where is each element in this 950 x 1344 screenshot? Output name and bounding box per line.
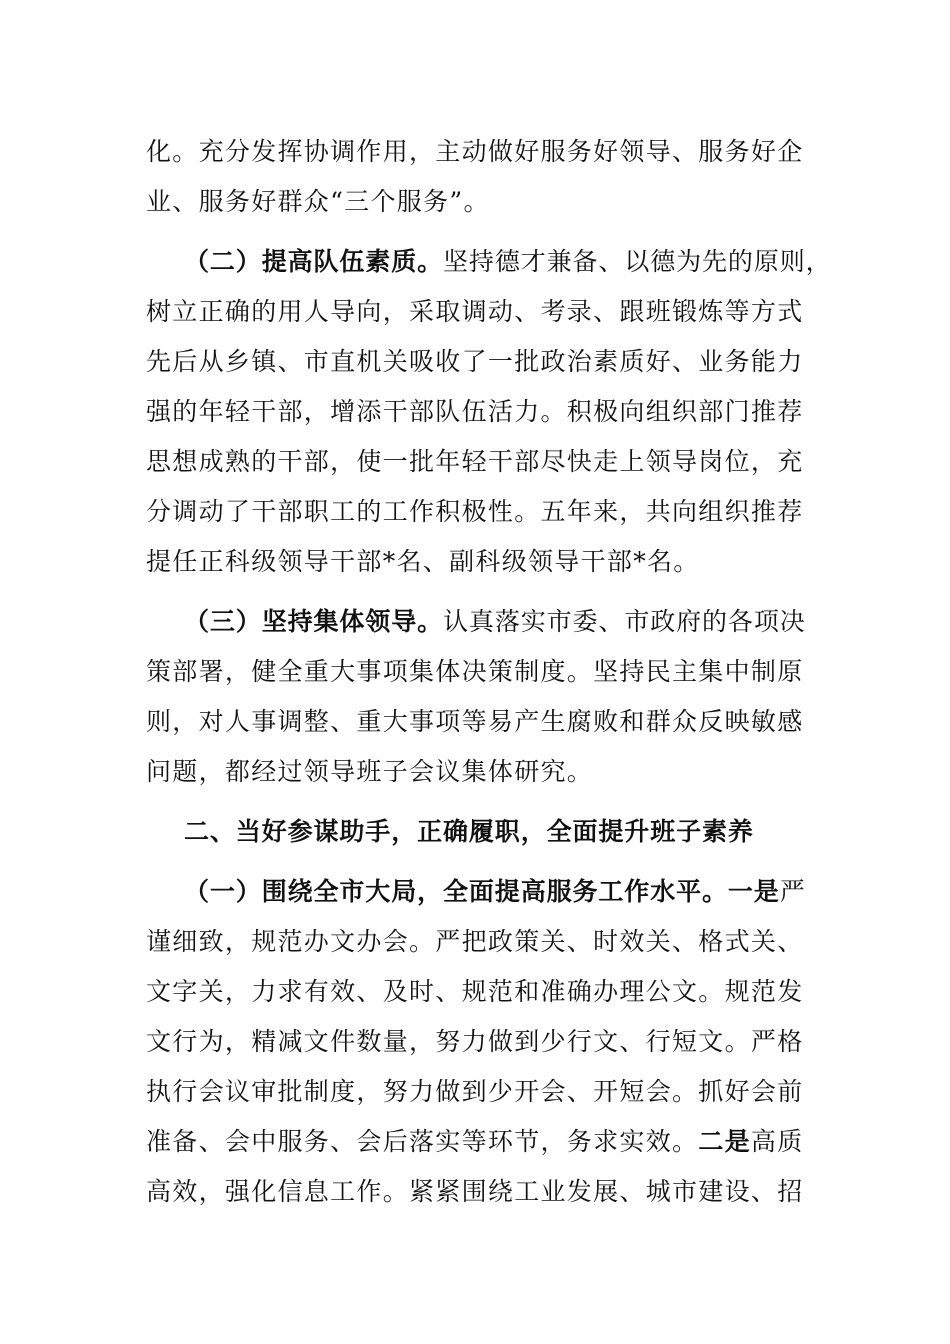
text-segment-bold: 二是 (698, 1127, 751, 1156)
text-line (146, 918, 836, 966)
text-line (146, 1068, 836, 1116)
text-segment: 先后从乡镇、市直机关吸收了一批政治素质好、业务能力 (146, 347, 804, 376)
text-line (146, 968, 836, 1016)
text-line (146, 388, 836, 436)
subheading-line (184, 238, 834, 286)
text-segment: 强的年轻干部，增添干部队伍活力。积极向组织部门推荐 (146, 397, 804, 426)
text-segment: 谨细致，规范办文办会。严把政策关、时效关、格式关、 (146, 927, 804, 956)
text-segment: 化。充分发挥协调作用，主动做好服务好领导、服务好企 (146, 137, 804, 166)
text-segment: 高效，强化信息工作。紧紧围绕工业发展、城市建设、招 (146, 1177, 804, 1206)
text-line (146, 698, 836, 746)
text-line (146, 288, 836, 336)
text-segment: 提任正科级领导干部*名、副科级领导干部*名。 (146, 547, 700, 576)
text-line (146, 648, 836, 696)
subheading-line (184, 868, 834, 916)
text-segment: 分调动了干部职工的工作积极性。五年来，共向组织推荐 (146, 497, 804, 526)
text-line (146, 1118, 836, 1166)
text-line (146, 128, 836, 176)
text-segment: 严 (779, 877, 806, 906)
text-segment: 执行会议审批制度，努力做到少开会、开短会。抓好会前 (146, 1077, 804, 1106)
text-segment: 准备、会中服务、会后落实等环节，务求实效。 (146, 1127, 699, 1156)
text-segment: 树立正确的用人导向，采取调动、考录、跟班锻炼等方式 (146, 297, 804, 326)
subheading-line (184, 598, 834, 646)
subheading-lead: （一）围绕全市大局，全面提高服务工作水平。一是 (184, 877, 780, 906)
text-segment: 问题，都经过领导班子会议集体研究。 (146, 757, 594, 786)
text-line (146, 338, 836, 386)
text-segment: 文字关，力求有效、及时、规范和准确办理公文。规范发 (146, 977, 804, 1006)
text-segment: 文行为，精减文件数量，努力做到少行文、行短文。严格 (146, 1027, 804, 1056)
section-heading-text: 二、当好参谋助手，正确履职，全面提升班子素养 (184, 817, 754, 846)
text-segment: 坚持德才兼备、以德为先的原则， (443, 247, 832, 276)
subheading-lead: （二）提高队伍素质。 (184, 247, 444, 276)
text-line (146, 748, 836, 796)
text-segment: 思想成熟的干部，使一批年轻干部尽快走上领导岗位，充 (146, 447, 804, 476)
text-line (146, 488, 836, 536)
text-segment: 业、服务好群众“三个服务”。 (146, 187, 490, 216)
text-line (146, 178, 836, 226)
text-line (146, 438, 836, 486)
section-heading (184, 808, 834, 856)
subheading-lead: （三）坚持集体领导。 (184, 607, 444, 636)
text-segment: 策部署，健全重大事项集体决策制度。坚持民主集中制原 (146, 657, 804, 686)
text-line (146, 1168, 836, 1216)
text-line (146, 538, 836, 586)
text-segment: 则，对人事调整、重大事项等易产生腐败和群众反映敏感 (146, 707, 804, 736)
text-segment: 认真落实市委、市政府的各项决 (443, 607, 806, 636)
text-segment: 高质 (750, 1127, 804, 1156)
text-line (146, 1018, 836, 1066)
